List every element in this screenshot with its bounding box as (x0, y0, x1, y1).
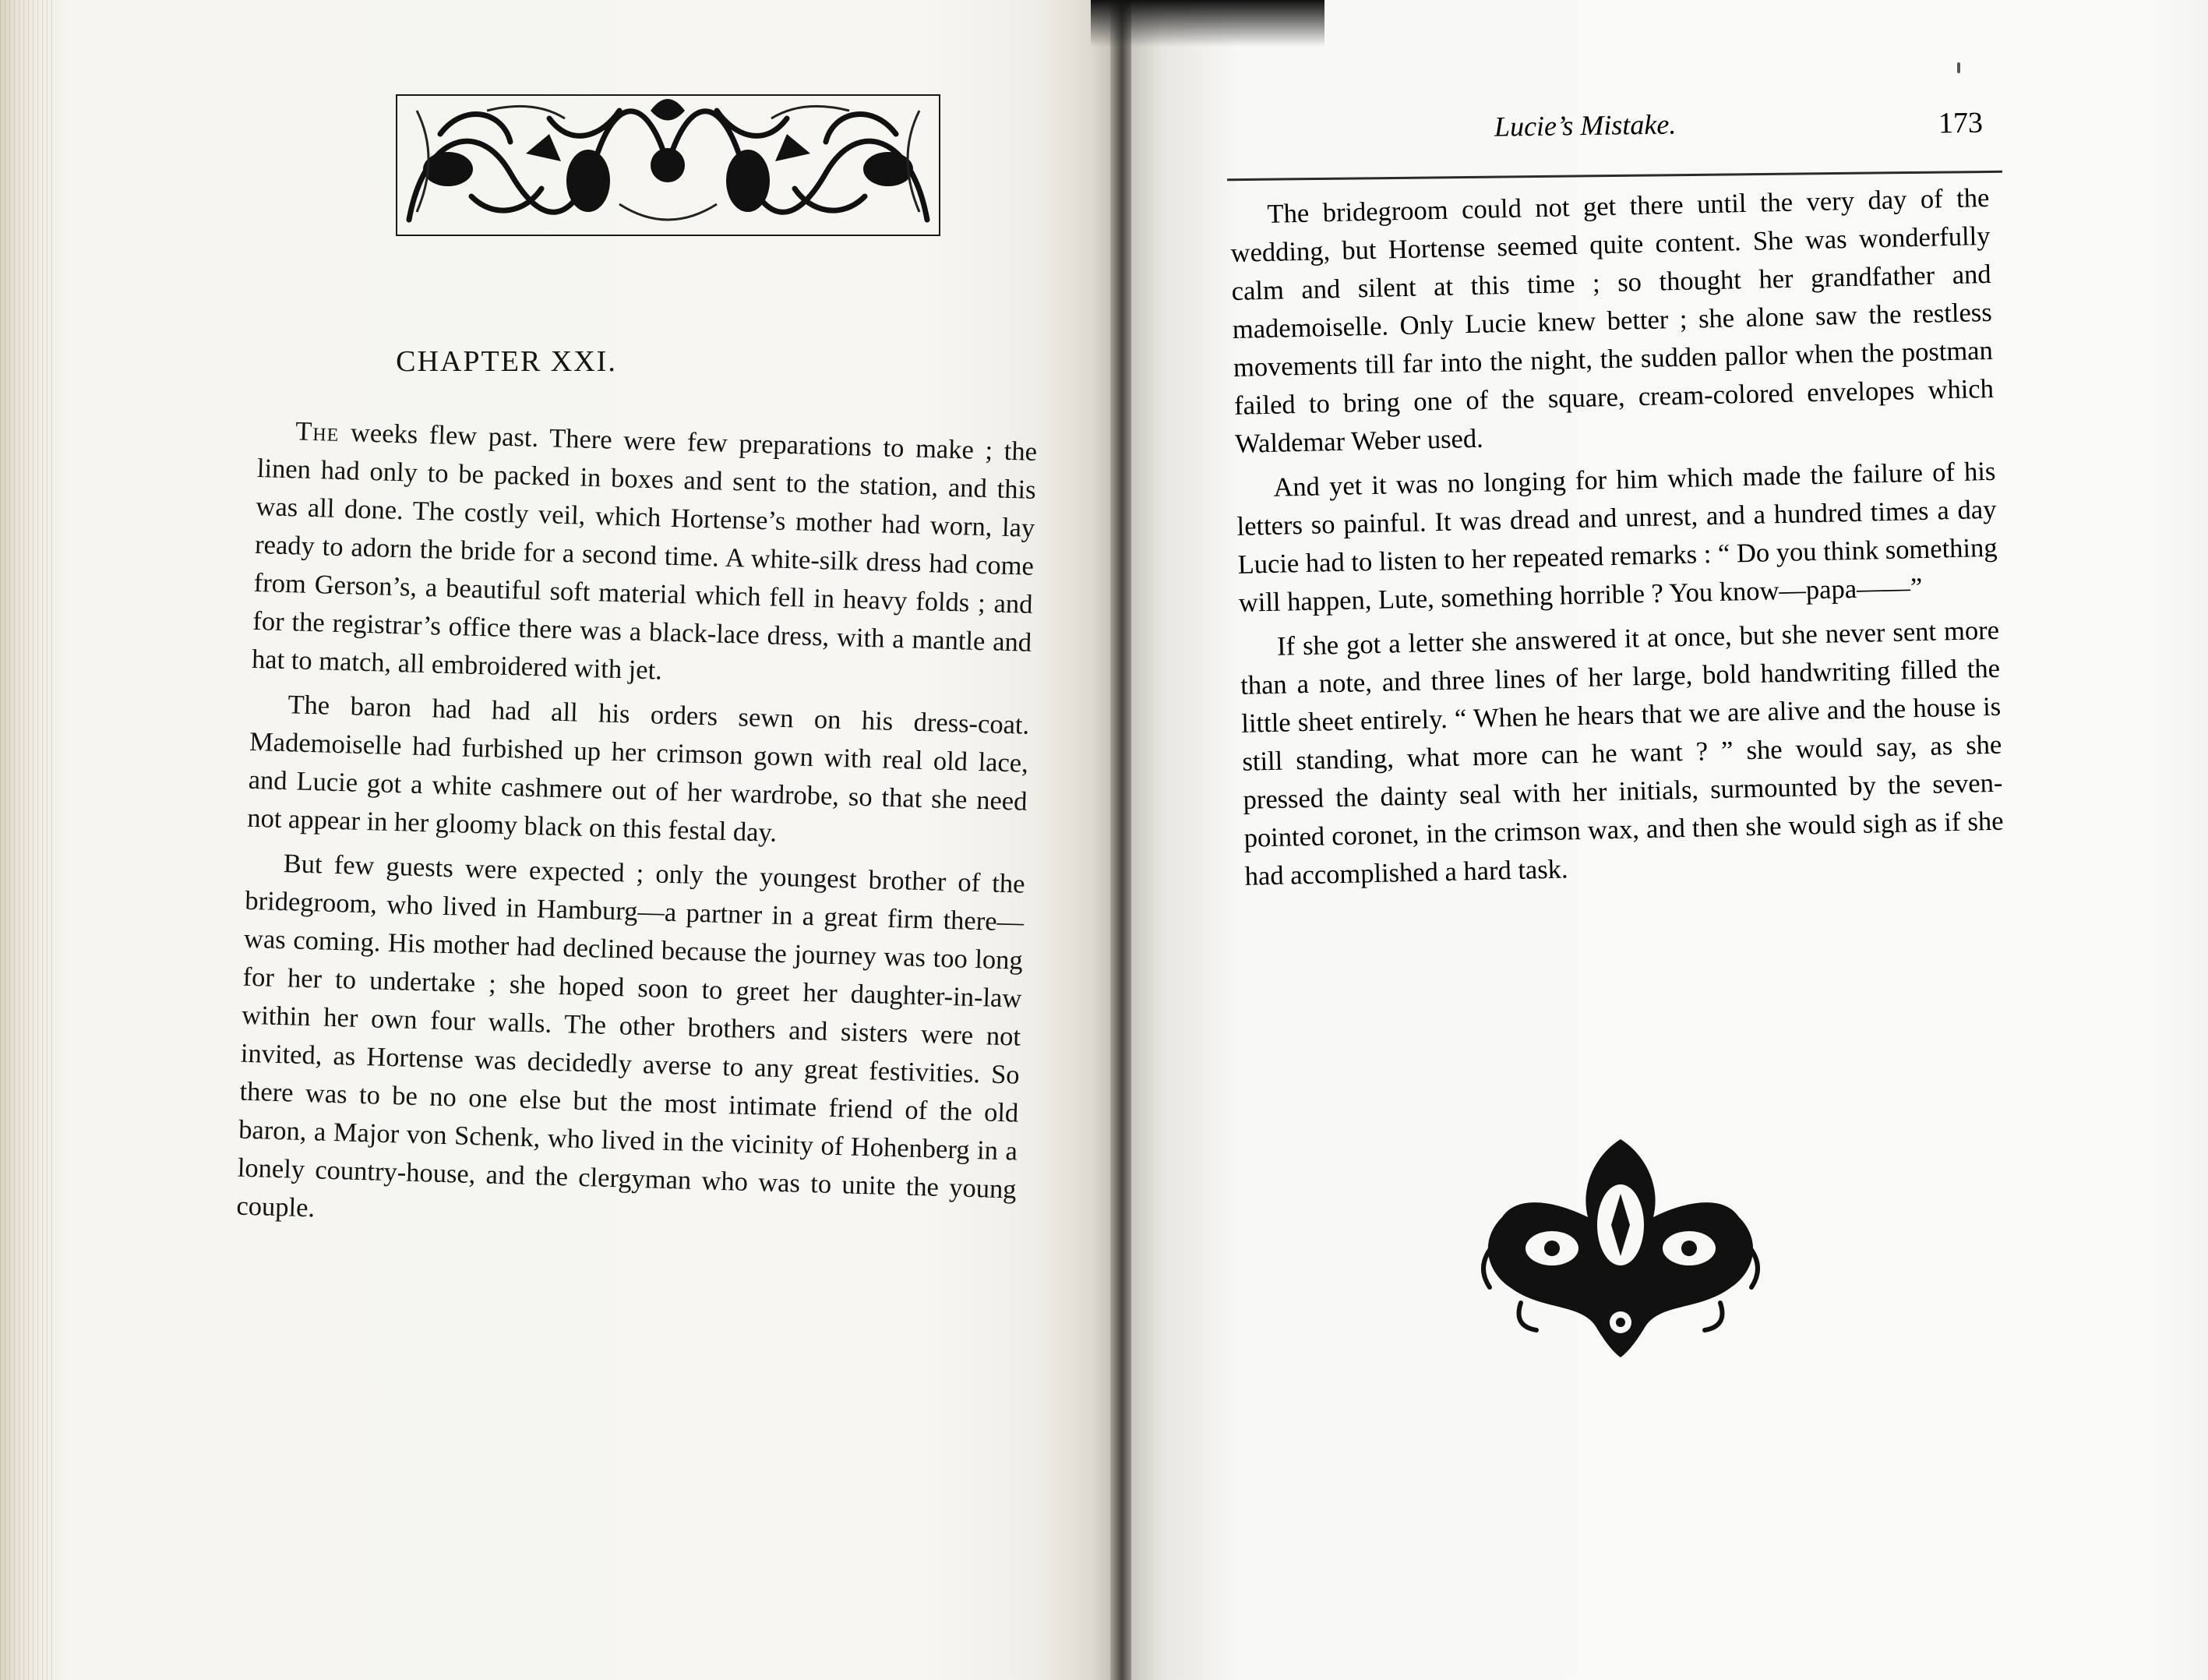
opening-word: The (295, 416, 340, 447)
paragraph: The bridegroom could not get there until the very day of the wedding, but Hortense seemed quite content. She was wonderfully calm and silent at this time ; so thought her grandfather and mademoiselle. Only Lucie knew better ; she alone saw the restless movements till far into the night, the sudden pallor when the postman failed to bring one of the square, cream-colored envelopes which Waldemar Weber used. (1230, 182, 1995, 459)
running-head: Lucie’s Mistake. (1494, 108, 1677, 143)
headpiece-ornament-icon (393, 87, 943, 243)
tailpiece-ornament-icon (1466, 1131, 1775, 1359)
paragraph: If she got a letter she answered it at once, but she never sent more than a note, and three lines of her large, bold handwriting filled the little sheet entirely. “ When he hears that we are alive and the house is still standing, what more can he want ? ” she would say, as she pressed the dainty seal with her initials, surmounted by the seven-pointed coronet, in the crimson wax, and then she would sigh as if she had accomplished a hard task. (1240, 615, 2004, 891)
page-number: 173 (1938, 106, 1984, 140)
chapter-title: CHAPTER XXI. (396, 345, 617, 378)
paper-speck (1957, 62, 1960, 73)
paragraph: But few guests were expected ; only the youngest brother of the bridegroom, who lived in Hamburg—a partner in a great firm there—was coming. His mother had declined because the journey was too long for her to undertake ; she hoped soon to greet her daughter-in-law within her own four walls. The other brothers and sisters were not invited, as Hortense was decidedly averse to any great festivities. So there was to be no one else but the most intimate friend of the old baron, a Major von Schenk, who lived in the vicinity of Hohenberg in a lonely country-house, and the clergyman who was to unite the young couple. (235, 849, 1025, 1223)
paragraph: And yet it was no longing for him which made the failure of his letters so painful. It was dread and unrest, and a hundred times a day Lucie had to listen to her repeated remarks : “ Do you think something will happen, Lute, something horrible ? You know—papa——” (1236, 456, 1998, 618)
paragraph-text: weeks flew past. There were few preparations to make ; the linen had only to be packed in boxes and sent to the station, and this was all done. The costly veil, which Hortense’s mother had worn, lay ready to adorn the bride for a second time. A white-silk dress had come from Gerson’s, a beautiful soft material which fell in heavy folds ; and for the registrar’s office there was a black-lace dress, with a mantle and hat to match, all embroidered with jet. (251, 417, 1038, 686)
top-shadow (1091, 0, 1324, 47)
left-page-text (236, 411, 1038, 1254)
right-page-text (1229, 179, 2005, 902)
paragraph (251, 411, 1037, 701)
paragraph: The baron had had all his orders sewn on his dress-coat. Mademoiselle had furbished up her crimson gown with real old lace, and Lucie got a white cashmere out of her wardrobe, so that she need not appear in her gloomy black on this festal day. (246, 690, 1030, 848)
book-gutter (1110, 0, 1134, 1680)
